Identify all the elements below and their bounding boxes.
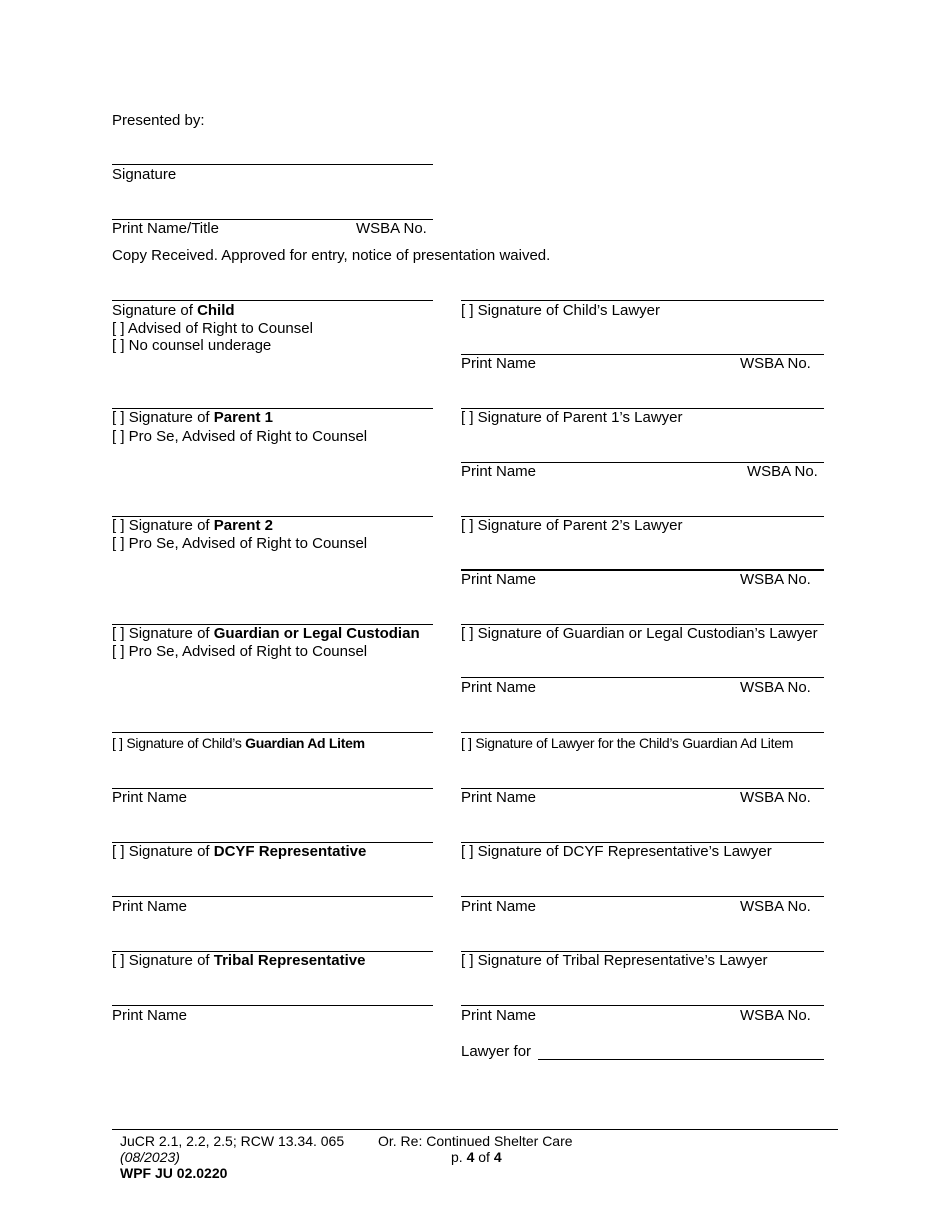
presenter-print-name-label: Print Name/Title [112, 220, 219, 237]
dcyf-print-name-label: Print Name [112, 898, 188, 915]
guardian-pro-se-checkbox[interactable]: [ ] Pro Se, Advised of Right to Counsel [112, 643, 368, 660]
parent1-signature-label[interactable]: [ ] Signature of Parent 1 [112, 409, 273, 426]
tribal-print-name-label: Print Name [112, 1007, 188, 1024]
dcyf-signature-label[interactable]: [ ] Signature of DCYF Representative [112, 843, 367, 860]
child-lawyer-signature-line[interactable] [461, 300, 824, 301]
footer-form-number: WPF JU 02.0220 [120, 1165, 228, 1181]
child-no-counsel-checkbox[interactable]: [ ] No counsel underage [112, 337, 272, 354]
footer-form-title: Or. Re: Continued Shelter Care [378, 1133, 573, 1149]
parent1-pro-se-checkbox[interactable]: [ ] Pro Se, Advised of Right to Counsel [112, 428, 368, 445]
tribal-print-name-line[interactable] [112, 1005, 433, 1006]
parent2-pro-se-checkbox[interactable]: [ ] Pro Se, Advised of Right to Counsel [112, 535, 368, 552]
presenter-signature-line[interactable] [112, 164, 433, 165]
dcyf-lawyer-signature-label[interactable]: [ ] Signature of DCYF Representative’s Lawyer [461, 843, 772, 860]
gal-lawyer-signature-label[interactable]: [ ] Signature of Lawyer for the Child’s Guardian Ad Litem [461, 735, 794, 751]
gal-lawyer-wsba-label: WSBA No. [740, 789, 811, 806]
footer-date: (08/2023) [120, 1149, 180, 1165]
guardian-signature-label[interactable]: [ ] Signature of Guardian or Legal Custodian [112, 625, 420, 642]
tribal-lawyer-signature-label[interactable]: [ ] Signature of Tribal Representative’s Lawyer [461, 952, 768, 969]
footer-rule-refs: JuCR 2.1, 2.2, 2.5; RCW 13.34. 065 [120, 1133, 345, 1149]
tribal-signature-label[interactable]: [ ] Signature of Tribal Representative [112, 952, 366, 969]
lawyer-for-line[interactable] [538, 1059, 824, 1060]
gal-lawyer-print-name-label: Print Name [461, 789, 537, 806]
parent2-lawyer-wsba-label: WSBA No. [740, 571, 811, 588]
presenter-wsba-label: WSBA No. [356, 220, 427, 237]
presenter-signature-label: Signature [112, 166, 177, 183]
parent1-lawyer-signature-label[interactable]: [ ] Signature of Parent 1’s Lawyer [461, 409, 683, 426]
guardian-lawyer-print-name-line[interactable] [461, 677, 824, 678]
child-lawyer-wsba-label: WSBA No. [740, 355, 811, 372]
child-signature-label: Signature of Child [112, 302, 235, 319]
copy-received-statement: Copy Received. Approved for entry, notice of presentation waived. [112, 247, 551, 264]
dcyf-print-name-line[interactable] [112, 896, 433, 897]
parent1-lawyer-print-name-label: Print Name [461, 463, 537, 480]
dcyf-lawyer-wsba-label: WSBA No. [740, 898, 811, 915]
tribal-lawyer-print-name-line[interactable] [461, 1005, 824, 1006]
dcyf-lawyer-print-name-line[interactable] [461, 896, 824, 897]
gal-signature-label[interactable]: [ ] Signature of Child’s Guardian Ad Litem [112, 735, 365, 751]
footer-divider [112, 1129, 838, 1130]
child-lawyer-signature-label[interactable]: [ ] Signature of Child’s Lawyer [461, 302, 660, 319]
tribal-lawyer-wsba-label: WSBA No. [740, 1007, 811, 1024]
guardian-lawyer-signature-label[interactable]: [ ] Signature of Guardian or Legal Custodian’s Lawyer [461, 625, 818, 642]
gal-print-name-label: Print Name [112, 789, 188, 806]
lawyer-for-label: Lawyer for [461, 1043, 532, 1060]
parent2-lawyer-signature-label[interactable]: [ ] Signature of Parent 2’s Lawyer [461, 517, 683, 534]
tribal-lawyer-print-name-label: Print Name [461, 1007, 537, 1024]
child-advised-checkbox[interactable]: [ ] Advised of Right to Counsel [112, 320, 313, 337]
presented-by-label: Presented by: [112, 112, 205, 129]
dcyf-lawyer-print-name-label: Print Name [461, 898, 537, 915]
gal-signature-line[interactable] [112, 732, 433, 733]
gal-lawyer-signature-line[interactable] [461, 732, 824, 733]
child-signature-line[interactable] [112, 300, 433, 301]
parent2-signature-label[interactable]: [ ] Signature of Parent 2 [112, 517, 273, 534]
guardian-lawyer-print-name-label: Print Name [461, 679, 537, 696]
parent2-lawyer-print-name-label: Print Name [461, 571, 537, 588]
guardian-lawyer-wsba-label: WSBA No. [740, 679, 811, 696]
child-lawyer-print-name-label: Print Name [461, 355, 537, 372]
parent1-lawyer-wsba-label: WSBA No. [747, 463, 818, 480]
footer-page-number: p. 4 of 4 [451, 1149, 502, 1165]
